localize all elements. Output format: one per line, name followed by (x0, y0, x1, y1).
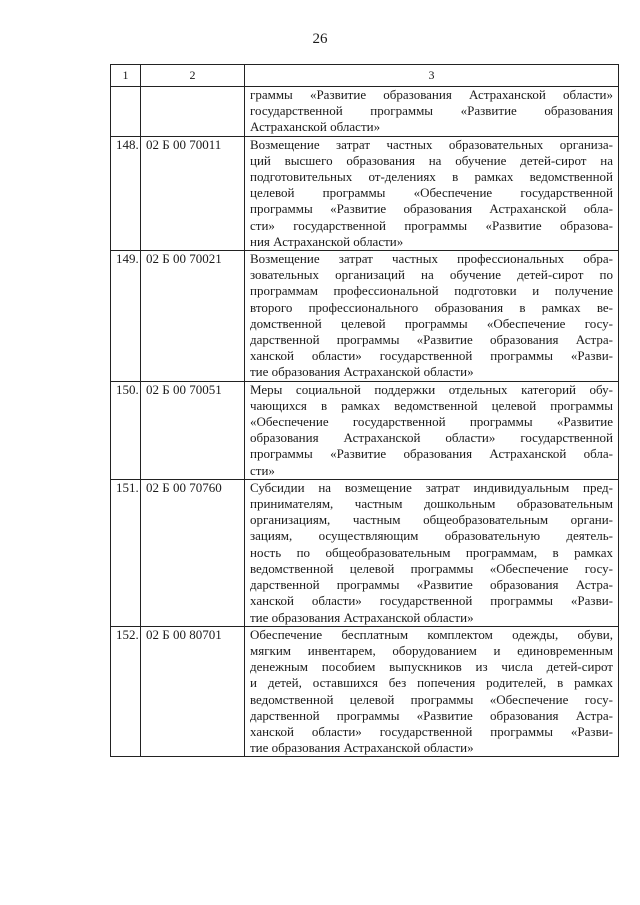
row-number: 152. (111, 626, 141, 757)
description-line: ций высшего образования на обучение детей-сирот на (250, 152, 613, 168)
column-header-description: 3 (245, 65, 619, 87)
description-line: Обеспечение бесплатным комплектом одежды, обуви, (250, 626, 613, 642)
description-line: Возмещение затрат частных образовательных организа- (250, 136, 613, 152)
description-line: Субсидии на возмещение затрат индивидуальным пред- (250, 479, 613, 495)
description-line: программам профессиональной подготовки и получение (250, 283, 613, 299)
description-line: целевой программы «Обеспечение государственной (250, 185, 613, 201)
page-number: 26 (312, 31, 328, 47)
description-line: ханской области» государственной программы «Разви- (250, 593, 613, 609)
description-line: ведомственной целевой программы «Обеспечение госу- (250, 560, 613, 576)
description-line: дарственной программы «Развитие образования Астра- (250, 332, 613, 348)
row-description (245, 626, 619, 757)
table-row (111, 479, 619, 626)
table-row (111, 87, 619, 137)
description-line: тие образования Астраханской области» (250, 609, 474, 625)
description-line: «Обеспечение государственной программы «Развитие (250, 414, 613, 430)
description-line: сти» государственной программы «Развитие образова- (250, 217, 613, 233)
row-description (245, 87, 619, 137)
description-line: зациям, осуществляющим образовательную деятель- (250, 528, 613, 544)
description-line: зовательных организаций на обучение детей-сирот по (250, 267, 613, 283)
column-header-code: 2 (141, 65, 245, 87)
budget-code: 02 Б 00 80701 (141, 626, 245, 757)
description-line: граммы «Развитие образования Астраханской области» (250, 87, 613, 102)
description-line: домственной целевой программы «Обеспечение госу- (250, 315, 613, 331)
description-line: дарственной программы «Развитие образования Астра- (250, 707, 613, 723)
row-description (245, 479, 619, 626)
description-line: организациям, частным общеобразовательным органи- (250, 512, 613, 528)
table-row (111, 136, 619, 250)
row-description (245, 136, 619, 250)
budget-code: 02 Б 00 70011 (141, 136, 245, 250)
description-line: и детей, оставшихся без попечения родителей, в рамках (250, 675, 613, 691)
row-number: 148. (111, 136, 141, 250)
budget-code: 02 Б 00 70021 (141, 251, 245, 382)
description-line: Возмещение затрат частных профессиональных обра- (250, 251, 613, 267)
description-line: тие образования Астраханской области» (250, 364, 474, 380)
table-body (111, 87, 619, 757)
description-line: государственной программы «Развитие образования (250, 103, 613, 119)
description-line: ханской области» государственной программы «Разви- (250, 723, 613, 739)
table-row (111, 381, 619, 479)
column-header-number: 1 (111, 65, 141, 87)
table-row (111, 251, 619, 382)
description-line: ханской области» государственной программы «Разви- (250, 348, 613, 364)
budget-code (141, 87, 245, 137)
row-description (245, 381, 619, 479)
description-line: мягким инвентарем, оборудованием и единовременным (250, 642, 613, 658)
description-line: подготовительных от-делениях в рамках ведомственной (250, 169, 613, 185)
budget-code: 02 Б 00 70760 (141, 479, 245, 626)
description-line: ния Астраханской области» (250, 233, 404, 249)
description-line: образования Астраханской области» государственной (250, 430, 613, 446)
description-line: ность по общеобразовательным программам, в рамках (250, 544, 613, 560)
table-row (111, 626, 619, 757)
description-line: дарственной программы «Развитие образования Астра- (250, 577, 613, 593)
budget-code: 02 Б 00 70051 (141, 381, 245, 479)
row-number: 149. (111, 251, 141, 382)
description-line: чающихся в рамках ведомственной целевой программы (250, 397, 613, 413)
description-line: программы «Развитие образования Астраханской обла- (250, 201, 613, 217)
description-line: сти» (250, 462, 275, 478)
description-line: Меры социальной поддержки отдельных категорий обу- (250, 381, 613, 397)
description-line: Астраханской области» (250, 119, 381, 135)
description-line: тие образования Астраханской области» (250, 740, 474, 756)
row-number: 150. (111, 381, 141, 479)
description-line: второго профессионального образования в рамках ве- (250, 299, 613, 315)
description-line: программы «Развитие образования Астраханской обла- (250, 446, 613, 462)
budget-classification-table (110, 64, 619, 757)
description-line: ведомственной целевой программы «Обеспечение госу- (250, 691, 613, 707)
table-header-row (111, 65, 619, 87)
row-number: 151. (111, 479, 141, 626)
row-number (111, 87, 141, 137)
description-line: денежным пособием выпускников из числа детей-сирот (250, 659, 613, 675)
row-description (245, 251, 619, 382)
description-line: принимателям, частным дошкольным образовательным (250, 496, 613, 512)
